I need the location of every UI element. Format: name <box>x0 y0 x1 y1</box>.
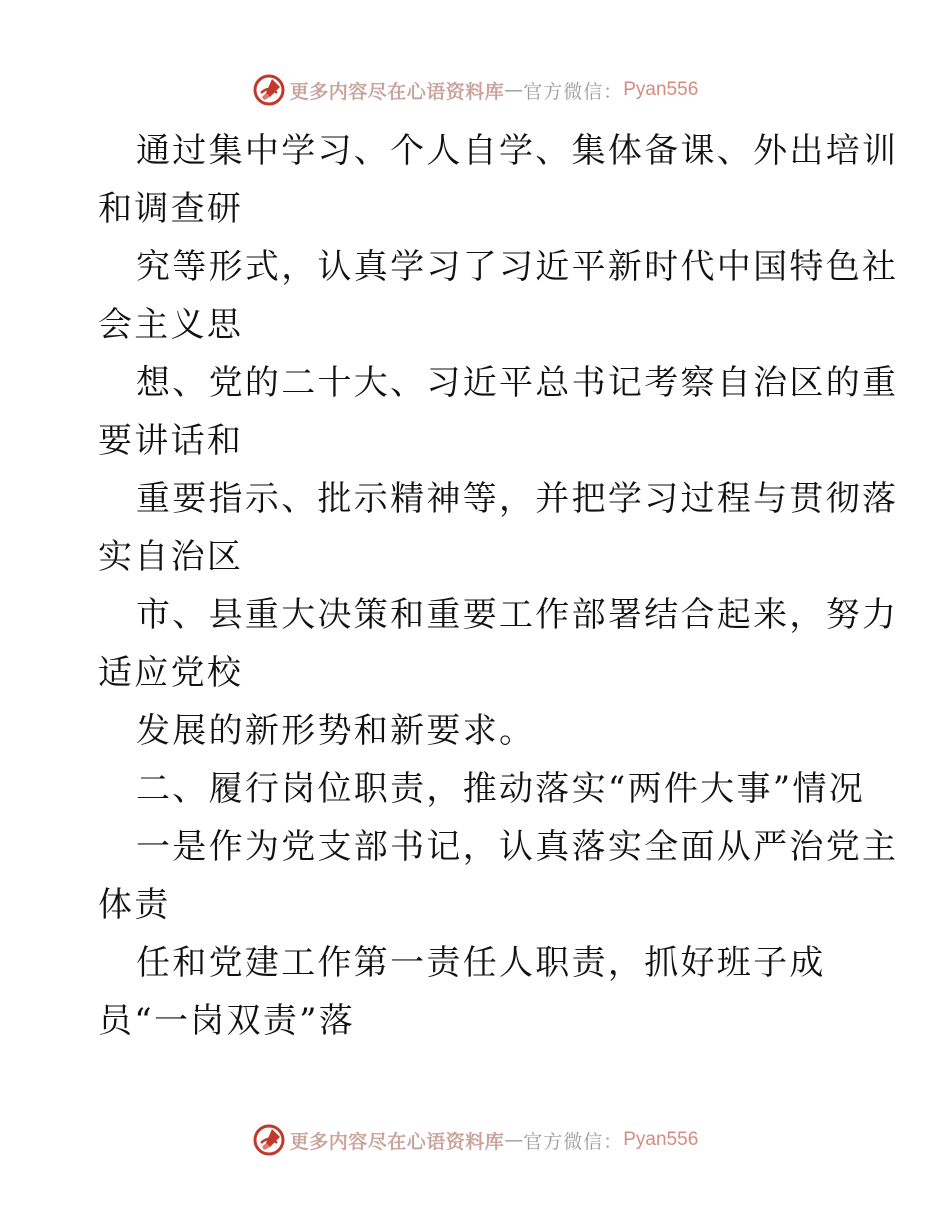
section-heading: 二、履行岗位职责，推动落实“两件大事”情况 <box>136 769 866 809</box>
book-pen-logo-icon <box>252 73 286 107</box>
text-line: 体责 <box>98 885 171 925</box>
text-line: 实自治区 <box>98 537 244 577</box>
footer-watermark <box>0 1120 950 1160</box>
watermark-wechat-id: Pyan556 <box>623 79 699 100</box>
text-line: 发展的新形势和新要求。 <box>136 711 536 751</box>
text-line: 市、县重大决策和重要工作部署结合起来，努力 <box>136 595 899 635</box>
text-line: 想、党的二十大、习近平总书记考察自治区的重 <box>136 363 899 403</box>
watermark-dash: — <box>504 1129 524 1151</box>
text-line: 员“一岗双责”落 <box>98 1001 356 1041</box>
header-watermark <box>0 70 950 110</box>
watermark-sub-text: 官方微信： <box>523 1130 624 1153</box>
text-line: 一是作为党支部书记，认真落实全面从严治党主 <box>136 827 899 867</box>
text-line: 重要指示、批示精神等，并把学习过程与贯彻落 <box>136 479 899 519</box>
text-line: 任和党建工作第一责任人职责，抓好班子成 <box>136 943 826 983</box>
watermark-sub-text: 官方微信： <box>523 80 624 103</box>
text-line: 适应党校 <box>98 653 244 693</box>
text-line: 要讲话和 <box>98 421 244 461</box>
text-line: 会主义思 <box>98 305 244 345</box>
text-line: 通过集中学习、个人自学、集体备课、外出培训 <box>136 131 899 171</box>
watermark-main-text: 更多内容尽在心语资料库 <box>289 1130 505 1153</box>
watermark-wechat-id: Pyan556 <box>623 1129 699 1150</box>
text-line: 究等形式，认真学习了习近平新时代中国特色社 <box>136 247 899 287</box>
watermark-dash: — <box>504 79 524 101</box>
text-line: 和调查研 <box>98 189 244 229</box>
document-body <box>98 122 899 1050</box>
watermark-main-text: 更多内容尽在心语资料库 <box>289 80 505 103</box>
book-pen-logo-icon <box>252 1123 286 1157</box>
